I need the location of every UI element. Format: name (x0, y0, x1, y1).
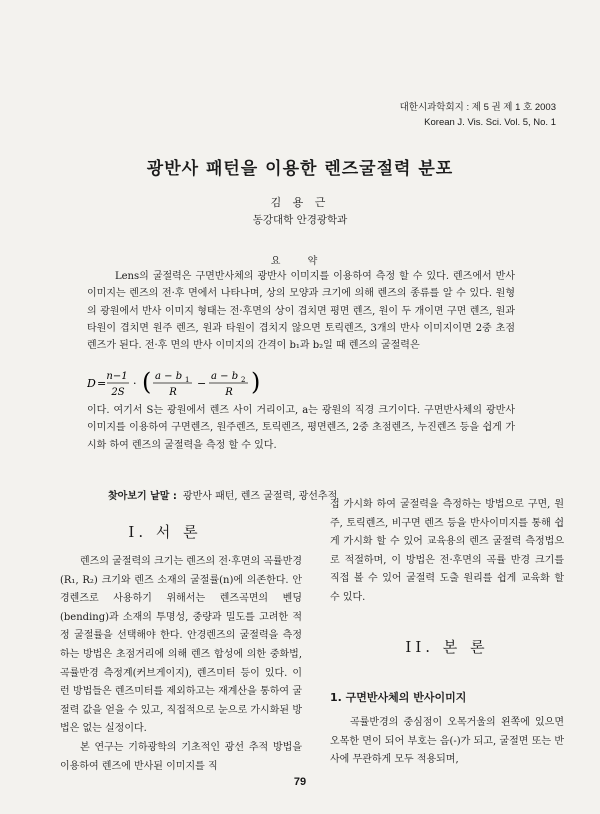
formula-a1-sub: 1 (185, 376, 190, 384)
journal-korean: 대한시과학회지 : 제 5 권 제 1 호 2003 (399, 102, 556, 113)
abstract-text-1: Lens의 굴절력은 구면반사체의 광반사 이미지를 이용하여 측정 할 수 있다. 렌즈에서 반사 이미지는 렌즈의 전·후 면에서 나타나며, 상의 모양과 크기에 의해 렌즈의 종류를 알 수 있다. 원형의 광원에서 반사 이미지 형태는 전·후면의 상이 겹치면 평면 렌즈, 원이 두 개이면 구면 렌즈, 원과 타원이 겹치면 원주 렌즈, 원과 타원이 겹치지 않으면 토릭렌즈, 3개의 반사 이미지이면 2중 초점 렌즈가 된다. 전·후 면의 반사 이미지의 간격이 b₁과 b₂일 때 렌즈의 굴절력은 (87, 271, 515, 352)
abstract-paragraph-2 (87, 402, 515, 454)
right-column-bottom (330, 714, 564, 770)
formula-num: n−1 (106, 371, 128, 382)
subsection-1-title: 1. 구면반사체의 반사이미지 (330, 691, 467, 704)
formula-r2: R (225, 387, 233, 398)
formula-a1: a − b (155, 371, 183, 382)
abstract-text-2: 이다. 여기서 S는 광원에서 렌즈 사이 거리이고, a는 광원의 직경 크기이다. 구면반사체의 광반사 이미지를 이용하여 구면렌즈, 원주렌즈, 토릭렌즈, 평면렌즈, 2중 초점렌즈, 누진렌즈 등을 쉽게 가시화 하여 렌즈의 굴절력을 측정 할 수 있다. (87, 405, 515, 451)
formula-dot: · (133, 377, 137, 390)
body-paragraph: 곡률반경의 중심점이 오목거울의 왼쪽에 있으면 오목한 면이 되어 부호는 음(-)가 되고, 굴절면 또는 반사에 무관하게 모두 적용되며, (330, 717, 564, 766)
formula-a2-sub: 2 (241, 376, 246, 384)
abstract-heading: 요 약 (270, 256, 330, 267)
author-name: 김 용 근 (270, 196, 330, 209)
keywords (108, 487, 337, 502)
formula-lparen: ( (142, 368, 152, 396)
intro-paragraph-1: 렌즈의 굴절력의 크기는 렌즈의 전·후면의 곡률반경(R₁, R₂) 크기와 렌즈 소재의 굴절률(n)에 의존한다. 안경렌즈로 사용하기 위해서는 렌즈곡면의 벤딩(bending)과 소재의 투명성, 중량과 밀도를 고려한 적정 굴절률을 선택해야 한다. 안경렌즈의 굴절력을 측정하는 방법은 초점거리에 의해 렌즈 합성에 의한 중화법, 곡률반경 측정계(커브게이지), 렌즈미터 등이 있다. 이런 방법들은 렌즈미터를 제외하고는 재계산을 통하여 굴절력 값을 얻을 수 있고, 직접적으로 눈으로 가시화된 방법은 없는 실정이다. (60, 556, 302, 735)
refractive-power-formula (87, 366, 347, 400)
right-column-top (330, 496, 564, 608)
abstract-paragraph-1 (87, 268, 515, 354)
section-1-title: I. 서 론 (128, 523, 202, 541)
journal-english: Korean J. Vis. Sci. Vol. 5, No. 1 (424, 117, 556, 128)
page-number: 79 (293, 776, 307, 788)
keywords-list: 광반사 패턴, 렌즈 굴절력, 광선추적 (182, 491, 338, 502)
author-affiliation: 동강대학 안경광학과 (252, 214, 348, 226)
formula-equals: = (97, 377, 107, 390)
left-column (60, 553, 302, 776)
journal-header (400, 100, 556, 130)
intro-paragraph-2: 본 연구는 기하광학의 기초적인 광선 추적 방법을 이용하여 렌즈에 반사된 이미지를 직 (60, 741, 302, 772)
keywords-label: 찾아보기 낱말 : (108, 491, 177, 502)
intro-paragraph-continued: 접 가시화 하여 굴절력을 측정하는 방법으로 구면, 원주, 토릭렌즈, 비구면 렌즈 등을 반사이미지를 통해 쉽게 가시화 할 수 있어 교육용의 렌즈 굴절력 측정법으로 적절하며, 이 방법은 전·후면의 곡률 반경 크기를 직접 볼 수 있어 굴절력 도출 원리를 쉽게 교육화 할 수 있다. (330, 499, 564, 603)
section-2-title: II. 본 론 (405, 638, 489, 656)
formula-r1: R (169, 387, 177, 398)
formula-rparen: ) (251, 368, 261, 396)
formula-den: 2S (111, 387, 125, 398)
formula-minus: − (197, 377, 207, 390)
paper-title: 광반사 패턴을 이용한 렌즈굴절력 분포 (146, 159, 454, 179)
formula-a2: a − b (211, 371, 239, 382)
formula-lhs: D (87, 377, 96, 390)
